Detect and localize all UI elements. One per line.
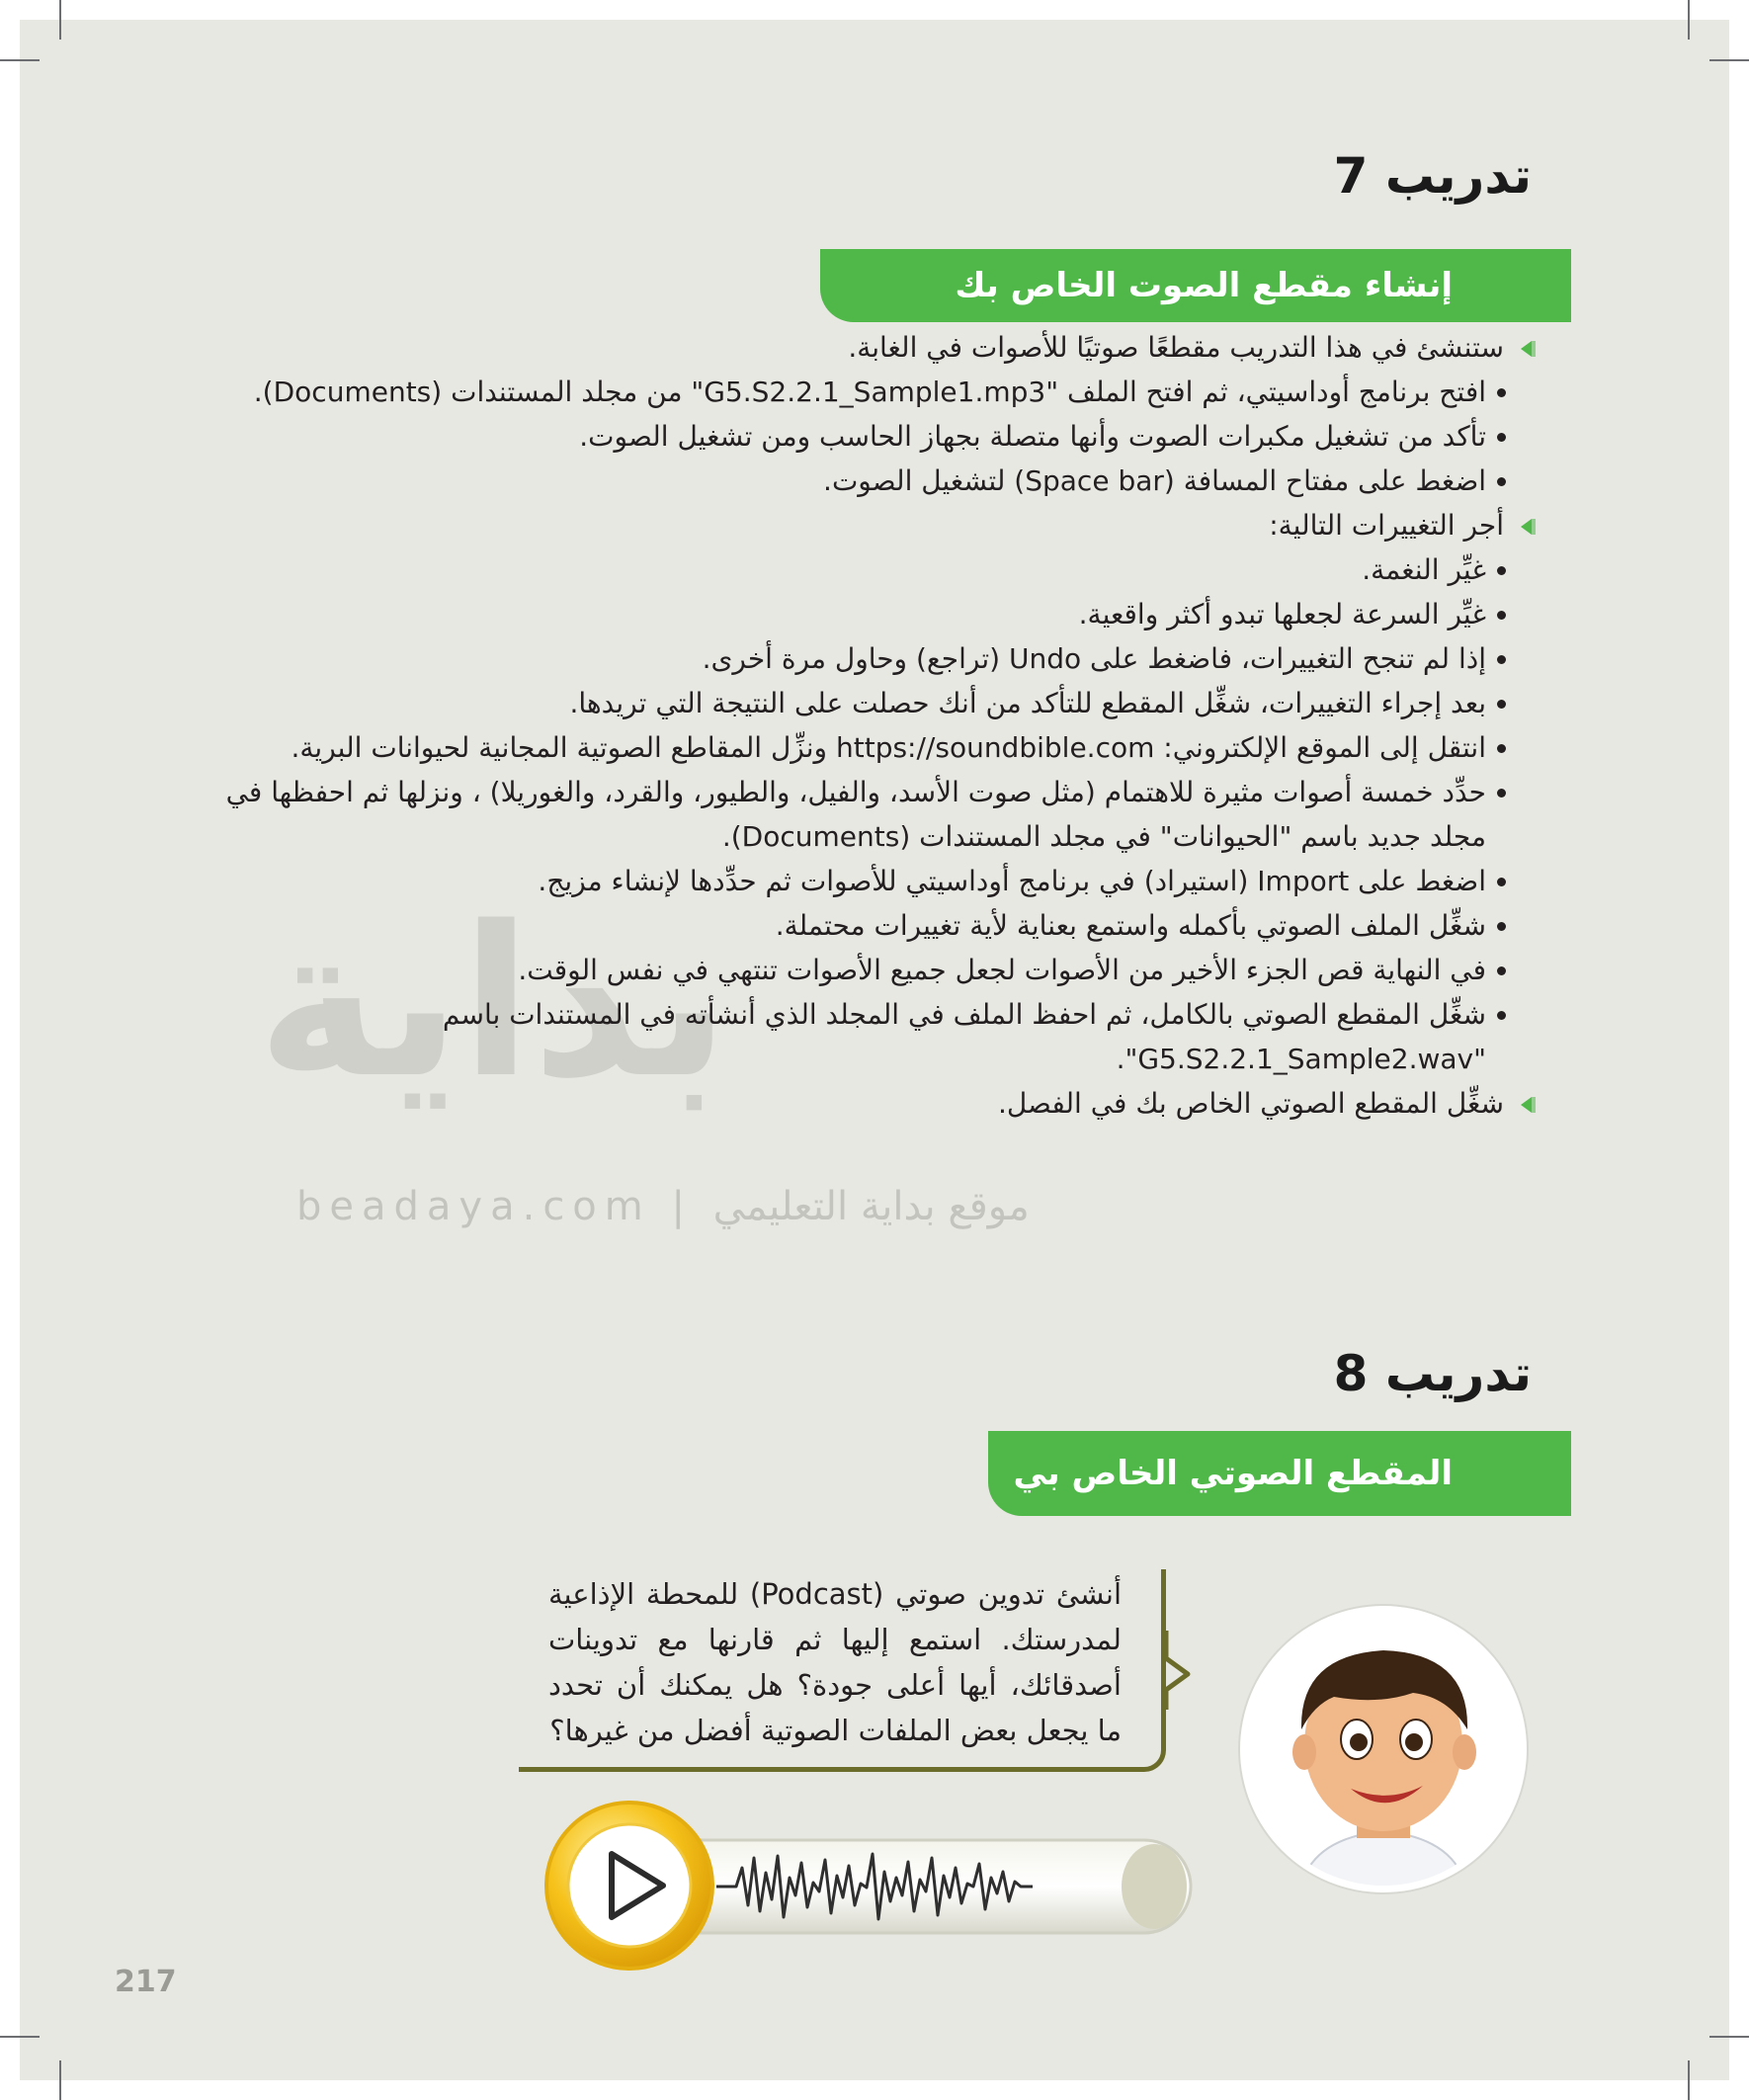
green-triangle-icon: [1521, 341, 1532, 357]
bullet-icon: [1497, 566, 1506, 575]
step-continuation: [148, 1040, 1532, 1084]
step-item: [148, 995, 1532, 1040]
bullet-icon: [1497, 700, 1506, 709]
bullet-icon: [1497, 388, 1506, 397]
step-text: بعد إجراء التغييرات، شغِّل المقطع للتأكد من أنك حصلت على النتيجة التي تريدها.: [569, 687, 1486, 719]
step-item: [148, 684, 1532, 728]
step-text: شغِّل المقطع الصوتي بالكامل، ثم احفظ الملف في المجلد الذي أنشأته في المستندات باسم: [442, 998, 1486, 1031]
watermark-logo: بداية: [257, 882, 730, 1124]
step-item: [148, 417, 1532, 462]
bullet-icon: [1497, 789, 1506, 798]
bullet-icon: [1497, 1011, 1506, 1020]
step-text: أجر التغييرات التالية:: [1269, 509, 1504, 542]
step-text: "G5.S2.2.1_Sample2.wav".: [1116, 1043, 1486, 1075]
bullet-icon: [1497, 744, 1506, 753]
step-text: مجلد جديد باسم "الحيوانات" في مجلد المستندات (Documents).: [721, 820, 1486, 853]
exercise-7-banner: [820, 249, 1571, 322]
bullet-icon: [1497, 878, 1506, 886]
step-text: افتح برنامج أوداسيتي، ثم افتح الملف "G5.S2.2.1_Sample1.mp3" من مجلد المستندات (Documents).: [253, 376, 1486, 408]
bullet-icon: [1497, 655, 1506, 664]
step-item: [148, 462, 1532, 506]
step-item: [148, 773, 1532, 817]
step-text: تأكد من تشغيل مكبرات الصوت وأنها متصلة بجهاز الحاسب ومن تشغيل الصوت.: [579, 420, 1486, 453]
exercise-8-banner-label: المقطع الصوتي الخاص بي: [1013, 1454, 1453, 1493]
step-text: ستنشئ في هذا التدريب مقطعًا صوتيًا للأصوات في الغابة.: [848, 331, 1504, 364]
step-item: [148, 862, 1532, 906]
step-text: غيِّر السرعة لجعلها تبدو أكثر واقعية.: [1078, 598, 1486, 630]
step-text: حدِّد خمسة أصوات مثيرة للاهتمام (مثل صوت الأسد، والفيل، والطيور، والقرد، والغوريلا) ، ونزلها ثم احفظها في: [225, 776, 1486, 808]
bullet-icon: [1497, 922, 1506, 931]
boy-face-icon: [1240, 1606, 1527, 1892]
bullet-icon: [1497, 966, 1506, 975]
step-text: شغِّل المقطع الصوتي الخاص بك في الفصل.: [997, 1087, 1504, 1120]
step-text: اضغط على مفتاح المسافة (Space bar) لتشغيل الصوت.: [823, 464, 1486, 497]
step-text: انتقل إلى الموقع الإلكتروني: https://soundbible.com ونزِّل المقاطع الصوتية المجانية لحيوانات البرية.: [291, 731, 1486, 764]
page: [20, 20, 1729, 2080]
exercise-8-banner: [988, 1431, 1571, 1516]
step-heading: [148, 1084, 1532, 1129]
green-triangle-icon: [1521, 1097, 1532, 1113]
bullet-icon: [1497, 477, 1506, 486]
play-button[interactable]: [546, 1803, 712, 1969]
step-item: [148, 639, 1532, 684]
step-text: اضغط على Import (استيراد) في برنامج أوداسيتي للأصوات ثم حدِّدها لإنشاء مزيج.: [538, 865, 1486, 897]
step-text: غيِّر النغمة.: [1362, 553, 1486, 586]
step-item: [148, 951, 1532, 995]
speech-bubble-pointer: [1136, 1631, 1196, 1710]
bullet-icon: [1497, 611, 1506, 620]
step-item: [148, 728, 1532, 773]
exercise-7-banner-label: إنشاء مقطع الصوت الخاص بك: [955, 266, 1453, 305]
step-item: [148, 373, 1532, 417]
exercise-7-title: تدريب 7: [1333, 147, 1532, 205]
page-number: 217: [115, 1965, 177, 1999]
bullet-icon: [1497, 433, 1506, 442]
step-text: في النهاية قص الجزء الأخير من الأصوات لجعل جميع الأصوات تنتهي في نفس الوقت.: [518, 954, 1486, 986]
exercise-8-title: تدريب 8: [1333, 1345, 1532, 1402]
step-heading: [148, 506, 1532, 550]
step-item: [148, 595, 1532, 639]
speech-bubble-text: أنشئ تدوين صوتي (Podcast) للمحطة الإذاعية لمدرستك. استمع إليها ثم قارنها مع تدوينات أصدقائك، أيها أعلى جودة؟ هل يمكنك أن تحدد ما يجعل بعض الملفات الصوتية أفضل من غيرها؟: [548, 1577, 1123, 1747]
step-text: شغِّل الملف الصوتي بأكمله واستمع بعناية لأية تغييرات محتملة.: [775, 909, 1486, 942]
student-avatar: [1240, 1606, 1527, 1892]
step-item: [148, 550, 1532, 595]
step-item: [148, 906, 1532, 951]
exercise-7-steps: [148, 328, 1532, 1129]
audio-player: [539, 1789, 1210, 1986]
green-triangle-icon: [1521, 519, 1532, 535]
watermark-tagline: beadaya.com | موقع بداية التعليمي: [296, 1184, 1030, 1229]
step-text: إذا لم تنجح التغييرات، فاضغط على Undo (تراجع) وحاول مرة أخرى.: [702, 642, 1486, 675]
step-heading: [148, 328, 1532, 373]
step-continuation: [148, 817, 1532, 862]
